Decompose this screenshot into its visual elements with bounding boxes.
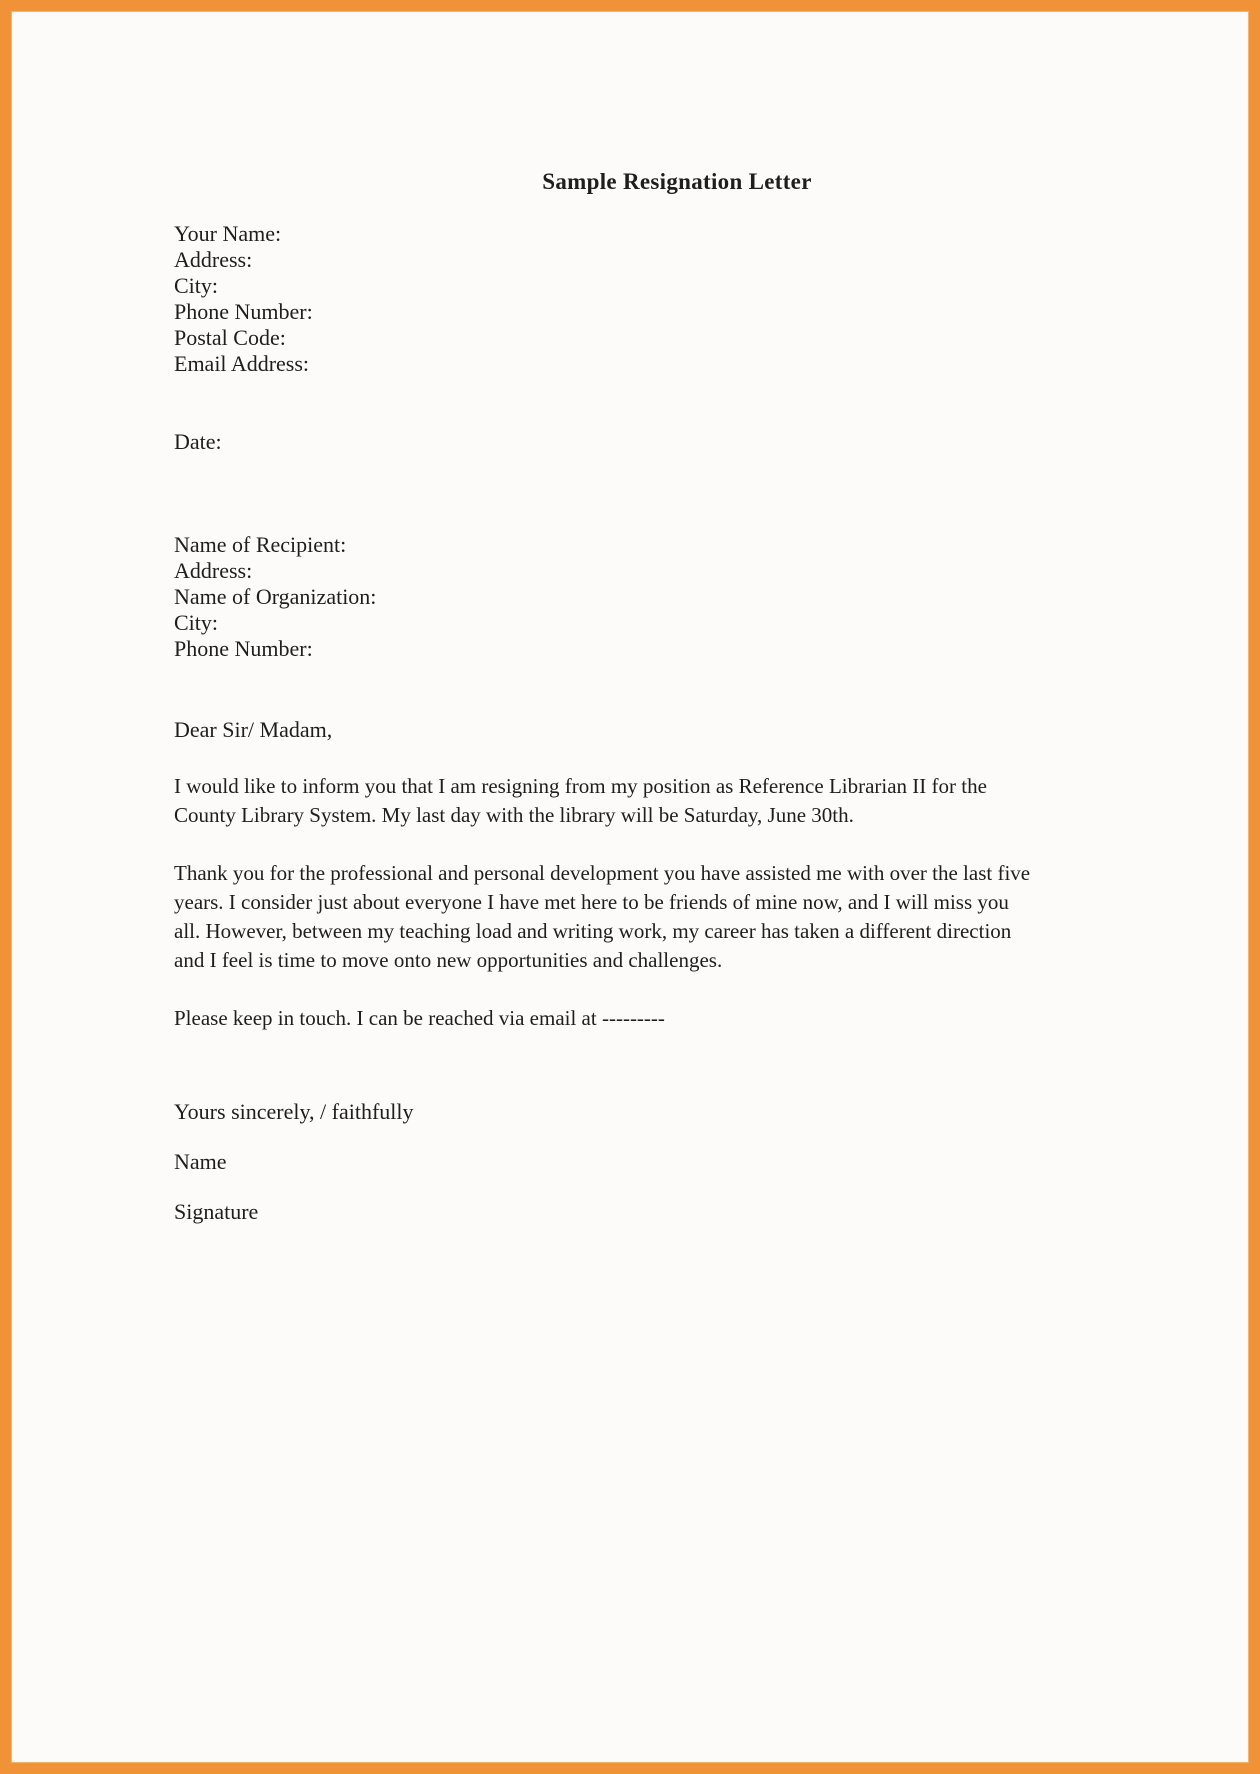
date-block xyxy=(174,429,222,455)
salutation-text: Dear Sir/ Madam, xyxy=(174,717,333,742)
sender-info-block xyxy=(174,221,313,377)
recipient-organization-label: Name of Organization: xyxy=(174,584,377,609)
document-title: Sample Resignation Letter xyxy=(542,169,812,194)
paragraph-line: Thank you for the professional and personal development you have assisted me with over the last five xyxy=(174,861,1031,885)
paragraph-line: all. However, between my teaching load and writing work, my career has taken a different direction xyxy=(174,919,1012,943)
sender-email-label: Email Address: xyxy=(174,351,310,376)
closing-text: Yours sincerely, / faithfully xyxy=(174,1099,414,1124)
paragraph-line: and I feel is time to move onto new opportunities and challenges. xyxy=(174,948,723,972)
sender-postal-code-label: Postal Code: xyxy=(174,325,286,350)
sender-your-name-label: Your Name: xyxy=(174,221,282,246)
paragraph-line: County Library System. My last day with the library will be Saturday, June 30th. xyxy=(174,803,854,827)
recipient-city-label: City: xyxy=(174,610,219,635)
closing-valediction xyxy=(174,1099,414,1125)
salutation xyxy=(174,717,332,743)
recipient-name-label: Name of Recipient: xyxy=(174,532,347,557)
signature-placeholder xyxy=(174,1199,258,1225)
paragraph-line: Please keep in touch. I can be reached via email at --------- xyxy=(174,1006,665,1030)
body-paragraph-thank-you xyxy=(174,859,1030,975)
recipient-phone-label: Phone Number: xyxy=(174,636,313,661)
paragraph-line: years. I consider just about everyone I have met here to be friends of mine now, and I will miss you xyxy=(174,890,1009,914)
signature-label: Signature xyxy=(174,1199,259,1224)
paragraph-line: I would like to inform you that I am resigning from my position as Reference Librarian II for the xyxy=(174,774,987,798)
recipient-address-label: Address: xyxy=(174,558,253,583)
sender-address-label: Address: xyxy=(174,247,253,272)
name-label: Name xyxy=(174,1149,227,1174)
recipient-info-block xyxy=(174,532,376,662)
body-paragraph-keep-in-touch xyxy=(174,1004,665,1033)
sender-phone-label: Phone Number: xyxy=(174,299,313,324)
signer-name-placeholder xyxy=(174,1149,227,1175)
sender-city-label: City: xyxy=(174,273,219,298)
date-label: Date: xyxy=(174,429,222,454)
body-paragraph-resigning xyxy=(174,772,987,830)
